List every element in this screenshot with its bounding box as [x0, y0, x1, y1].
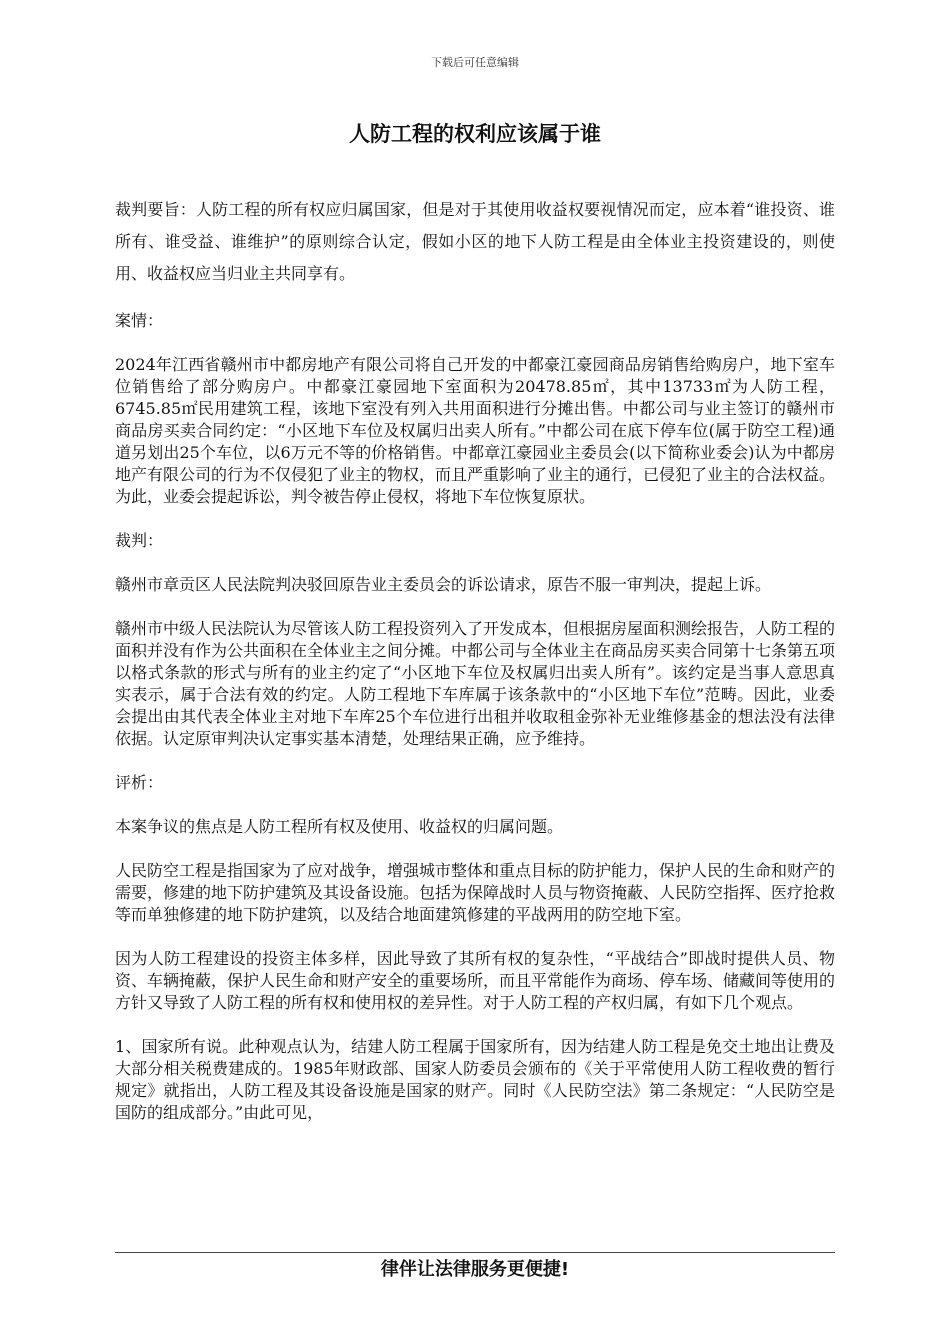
- paragraph-case: 2024年江西省赣州市中都房地产有限公司将自己开发的中都豪江豪园商品房销售给购房户，地下室车位销售给了部分购房户。中都豪江豪园地下室面积为20478.85㎡，其中13733㎡为人防工程，6745.85㎡民用建筑工程，该地下室没有列入共用面积进行分摊出售。中都公司与业主签订的赣州市商品房买卖合同约定：“小区地下车位及权属归出卖人所有。”中都公司在底下停车位(属于防空工程)通道另划出25个车位，以6万元不等的价格销售。中都章江豪园业主委员会(以下简称业委会)认为中都房地产有限公司的行为不仅侵犯了业主的物权，而且严重影响了业主的通行，已侵犯了业主的合法权益。为此，业委会提起诉讼，判令被告停止侵权，将地下车位恢复原状。: [115, 355, 836, 506]
- header-note: 下载后可任意编辑: [431, 56, 519, 69]
- heading-judgment: 裁判：: [115, 531, 164, 550]
- paragraph-second-instance: 赣州市中级人民法院认为尽管该人防工程投资列入了开发成本，但根据房屋面积测绘报告，人防工程的面积并没有作为公共面积在全体业主之间分摊。中都公司与全体业主在商品房买卖合同第十七条第五项以格式条款的形式与所有的业主约定了“小区地下车位及权属归出卖人所有”。该约定是当事人意思真实表示，属于合法有效的约定。人防工程地下车库属于该条款中的“小区地下车位”范畴。因此，业委会提出由其代表全体业主对地下车库25个车位进行出租并收取租金弥补无业维修基金的想法没有法律依据。认定原审判决认定事实基本清楚，处理结果正确，应予维持。: [115, 619, 836, 748]
- footer-divider: [115, 1252, 835, 1253]
- heading-analysis: 评析：: [115, 773, 164, 792]
- paragraph-state-ownership: 1、国家所有说。此种观点认为，结建人防工程属于国家所有，因为结建人防工程是免交土地出让费及大部分相关税费建成的。1985年财政部、国家人防委员会颁布的《关于平常使用人防工程收费的暂行规定》就指出，人防工程及其设备设施是国家的财产。同时《人民防空法》第二条规定：“人民防空是国防的组成部分。”由此可见，: [115, 1037, 835, 1122]
- footer-slogan: 律伴让法律服务更便捷!: [380, 1259, 570, 1280]
- page-title: 人防工程的权利应该属于谁: [349, 122, 601, 146]
- document-body: [115, 194, 835, 1146]
- paragraph-summary: 裁判要旨：人防工程的所有权应归属国家，但是对于其使用收益权要视情况而定，应本着“谁投资、谁所有、谁受益、谁维护”的原则综合认定，假如小区的地下人防工程是由全体业主投资建设的，则使用、收益权应当归业主共同享有。: [115, 200, 835, 283]
- paragraph-definition: 人民防空工程是指国家为了应对战争，增强城市整体和重点目标的防护能力，保护人民的生命和财产的需要，修建的地下防护建筑及其设备设施。包括为保障战时人员与物资掩蔽、人民防空指挥、医疗抢救等而单独修建的地下防护建筑，以及结合地面建筑修建的平战两用的防空地下室。: [115, 861, 836, 924]
- paragraph-focus: 本案争议的焦点是人防工程所有权及使用、收益权的归属问题。: [115, 817, 564, 836]
- paragraph-first-instance: 赣州市章贡区人民法院判决驳回原告业主委员会的诉讼请求，原告不服一审判决，提起上诉。: [115, 575, 772, 594]
- heading-case: 案情：: [115, 311, 164, 330]
- paragraph-ownership: 因为人防工程建设的投资主体多样，因此导致了其所有权的复杂性，“平战结合”即战时提供人员、物资、车辆掩蔽，保护人民生命和财产安全的重要场所，而且平常能作为商场、停车场、储藏间等使用的方针又导致了人防工程的所有权和使用权的差异性。对于人防工程的产权归属，有如下几个观点。: [115, 949, 836, 1012]
